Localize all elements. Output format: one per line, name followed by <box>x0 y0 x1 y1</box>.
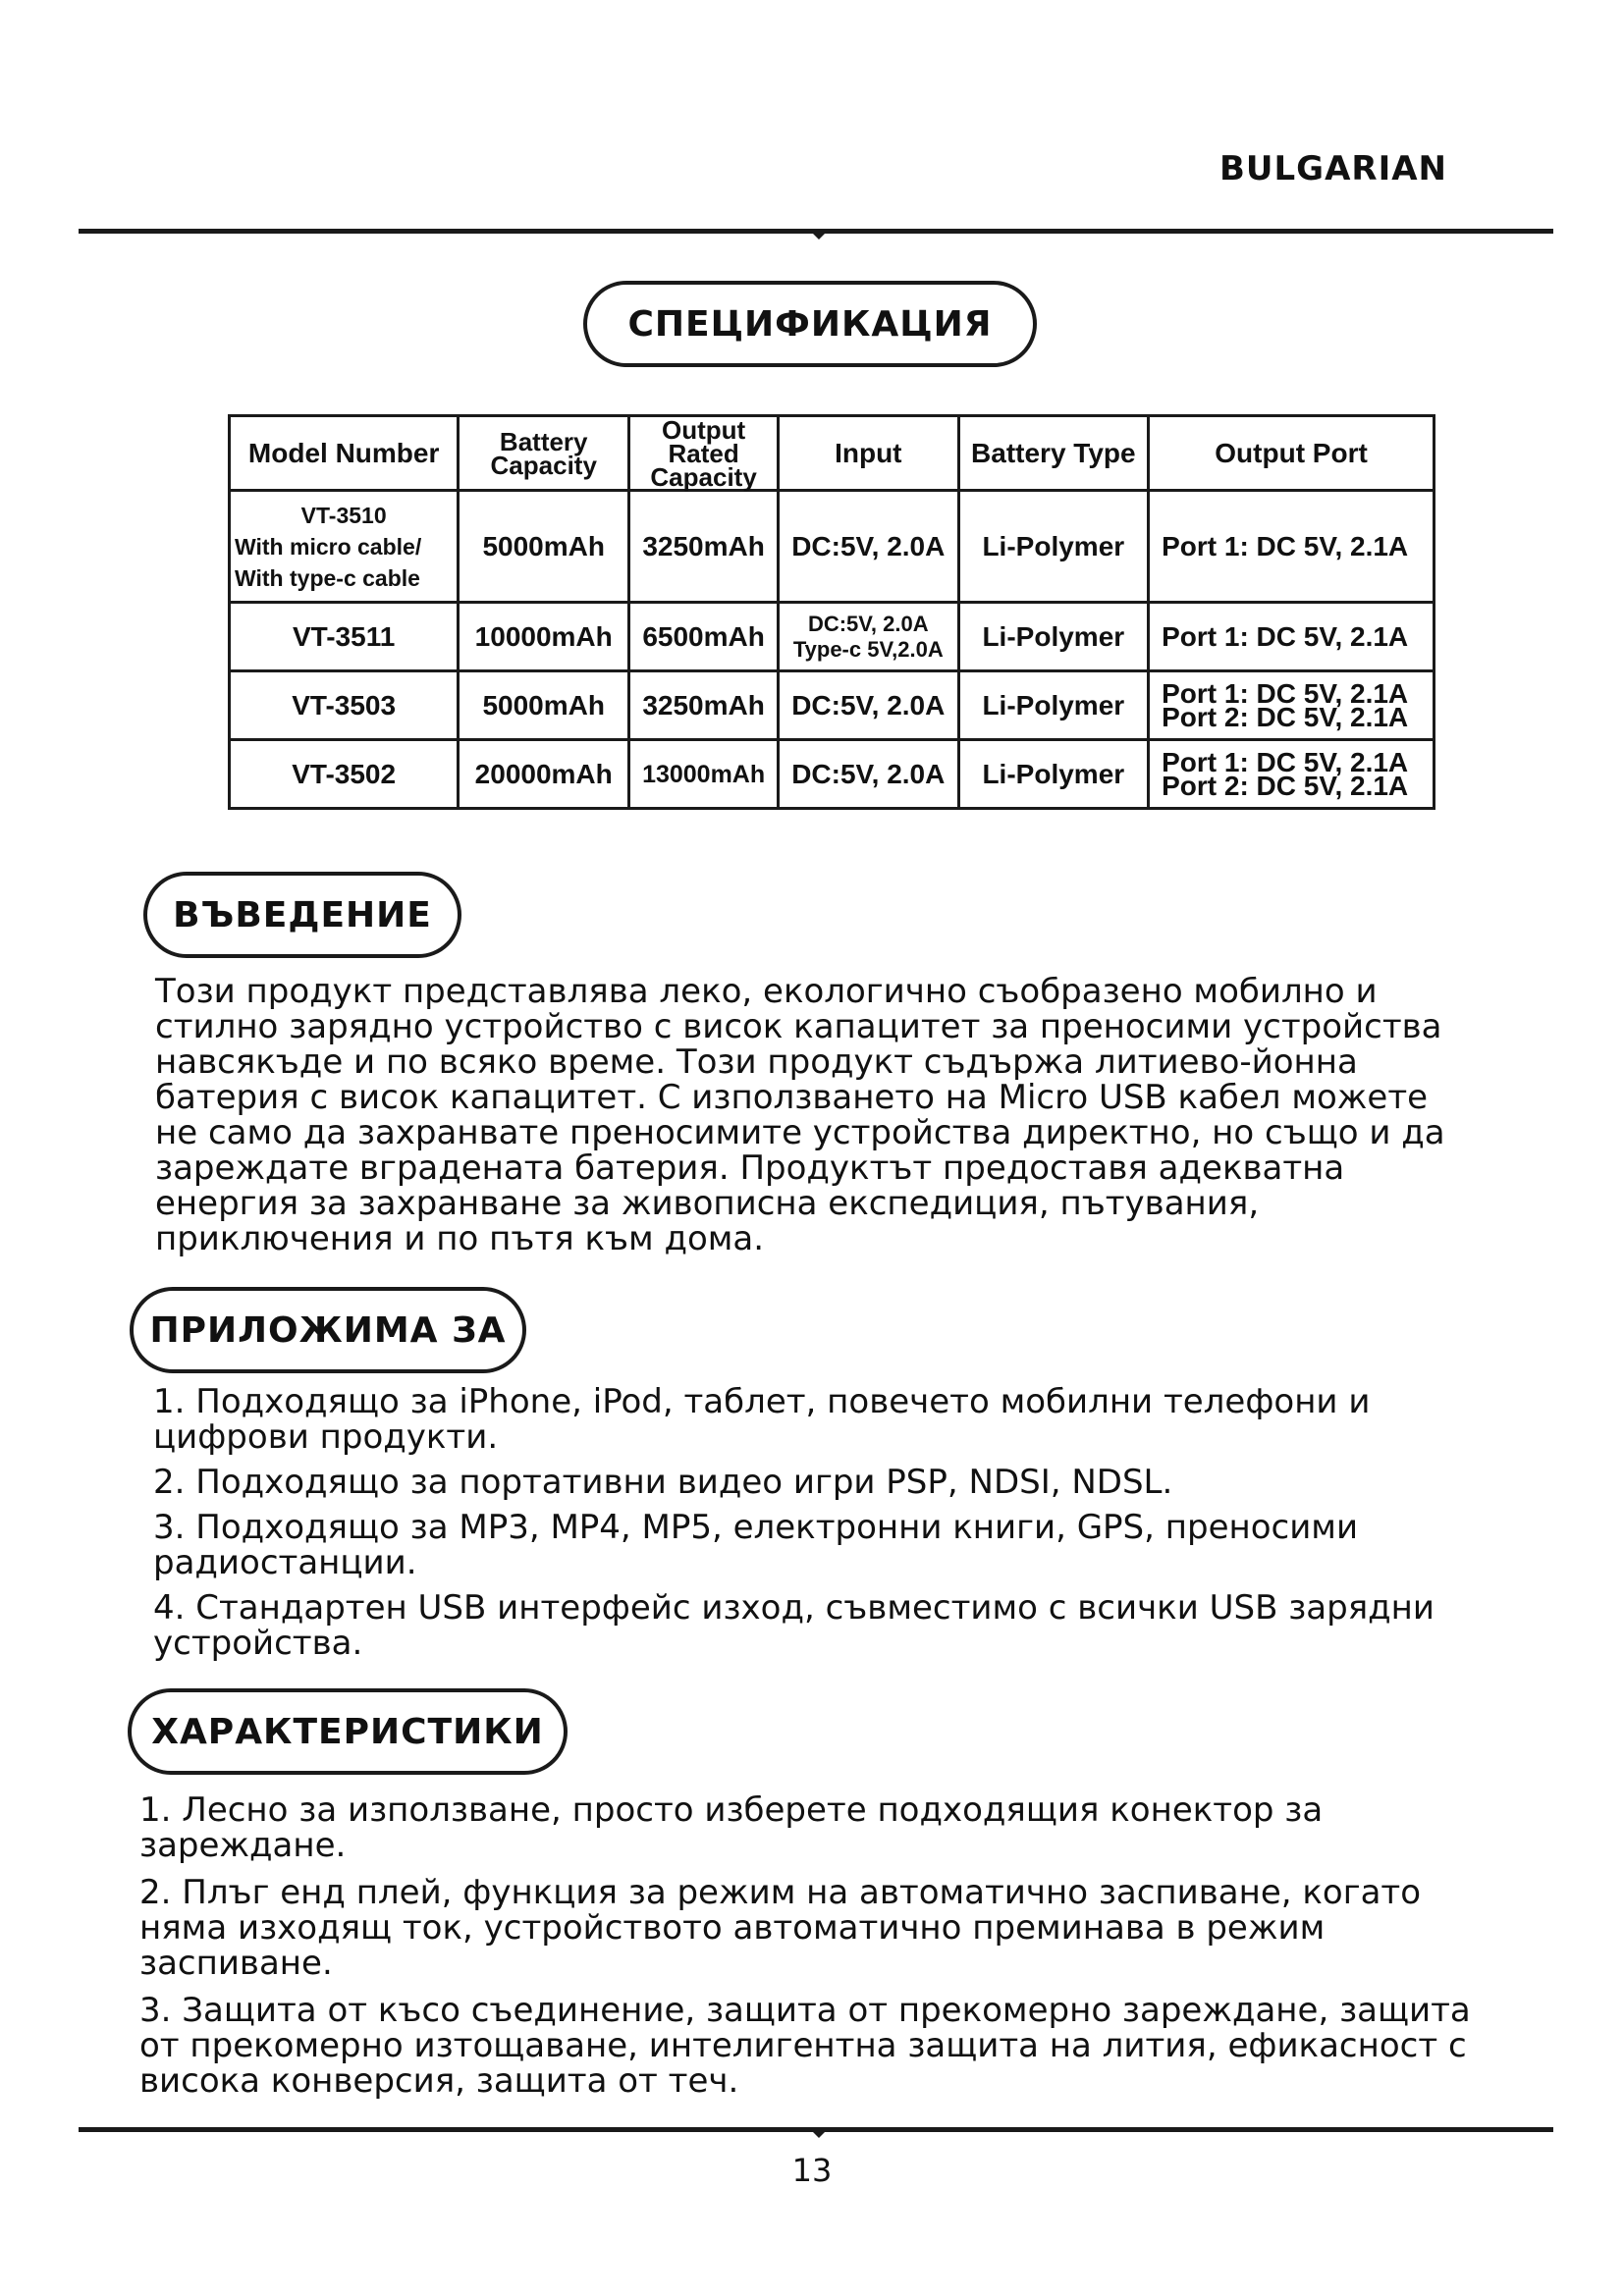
specification-heading: СПЕЦИФИКАЦИЯ <box>583 281 1037 367</box>
cell-input: DC:5V, 2.0A <box>779 671 958 740</box>
specification-table <box>228 414 1435 810</box>
cell-type: Li-Polymer <box>958 491 1149 603</box>
cell-port: Port 1: DC 5V, 2.1A <box>1149 491 1435 603</box>
cell-model: VT-3510 With micro cable/ With type-c cable <box>230 491 459 603</box>
list-item: 2. Подходящо за портативни видео игри PSP, NDSI, NDSL. <box>153 1463 1173 1502</box>
table-row <box>230 740 1435 809</box>
features-list <box>139 1792 1504 2110</box>
cell-type: Li-Polymer <box>958 740 1149 809</box>
cell-output: 3250mAh <box>629 491 779 603</box>
cell-output: 3250mAh <box>629 671 779 740</box>
language-label: BULGARIAN <box>1218 149 1447 188</box>
features-heading: ХАРАКТЕРИСТИКИ <box>128 1688 568 1775</box>
header-divider-notch <box>811 232 827 240</box>
cell-model: VT-3511 <box>230 603 459 671</box>
table-row <box>230 671 1435 740</box>
table-row <box>230 603 1435 671</box>
introduction-text: Този продукт представлява леко, екологично съобразено мобилно и стилно зарядно устройство с висок капацитет за преносими устройства навсякъде и по всяко време. Този продукт съдържа литиево-йонна батерия с висок капацитет. С използването на Micro USB кабел можете не само да захранвате преносимите устройства директно, но също и да зареждате вградената батерия. Продуктът предоставя адекватна енергия за захранване за живописна експедиция, пътувания, приключения и по пътя към дома. <box>155 972 1445 1258</box>
cell-input: DC:5V, 2.0A <box>779 740 958 809</box>
list-item: 2. Плъг енд плей, функция за режим на автоматично заспиване, когато няма изходящ ток, устройството автоматично преминава в режим заспиване. <box>139 1873 1422 1983</box>
table-header-row <box>230 416 1435 491</box>
cell-port: Port 1: DC 5V, 2.1A <box>1149 603 1435 671</box>
list-item: 3. Защита от късо съединение, защита от прекомерно зареждане, защита от прекомерно изтощаване, интелигентна защита на лития, ефикасност с висока конверсия, защита от теч. <box>139 1991 1471 2101</box>
cell-output: 6500mAh <box>629 603 779 671</box>
col-header-battery: Battery Capacity <box>459 416 629 491</box>
applicable-heading: ПРИЛОЖИМА ЗА <box>130 1287 526 1373</box>
cell-port: Port 1: DC 5V, 2.1A Port 2: DC 5V, 2.1A <box>1149 671 1435 740</box>
cell-output: 13000mAh <box>629 740 779 809</box>
cell-input: DC:5V, 2.0A <box>779 491 958 603</box>
list-item: 1. Подходящо за iPhone, iPod, таблет, повечето мобилни телефони и цифрови продукти. <box>153 1382 1371 1457</box>
list-item: 4. Стандартен USB интерфейс изход, съвместимо с всички USB зарядни устройства. <box>153 1588 1435 1663</box>
col-header-port: Output Port <box>1149 416 1435 491</box>
cell-port: Port 1: DC 5V, 2.1A Port 2: DC 5V, 2.1A <box>1149 740 1435 809</box>
cell-input: DC:5V, 2.0A Type-c 5V,2.0A <box>779 603 958 671</box>
list-item: 3. Подходящо за MP3, MP4, MP5, електронни книги, GPS, преносими радиостанции. <box>153 1508 1359 1582</box>
col-header-model: Model Number <box>230 416 459 491</box>
col-header-type: Battery Type <box>958 416 1149 491</box>
cell-type: Li-Polymer <box>958 671 1149 740</box>
cell-model: VT-3503 <box>230 671 459 740</box>
cell-battery: 20000mAh <box>459 740 629 809</box>
col-header-input: Input <box>779 416 958 491</box>
col-header-output: Output Rated Capacity <box>629 416 779 491</box>
cell-battery: 5000mAh <box>459 671 629 740</box>
applicable-list <box>153 1384 1489 1671</box>
page-number: 13 <box>791 2152 833 2189</box>
cell-type: Li-Polymer <box>958 603 1149 671</box>
footer-divider-notch <box>811 2130 827 2138</box>
cell-model: VT-3502 <box>230 740 459 809</box>
cell-battery: 10000mAh <box>459 603 629 671</box>
introduction-heading: ВЪВЕДЕНИЕ <box>143 872 461 958</box>
cell-battery: 5000mAh <box>459 491 629 603</box>
table-row <box>230 491 1435 603</box>
list-item: 1. Лесно за използване, просто изберете подходящия конектор за зареждане. <box>139 1790 1324 1865</box>
